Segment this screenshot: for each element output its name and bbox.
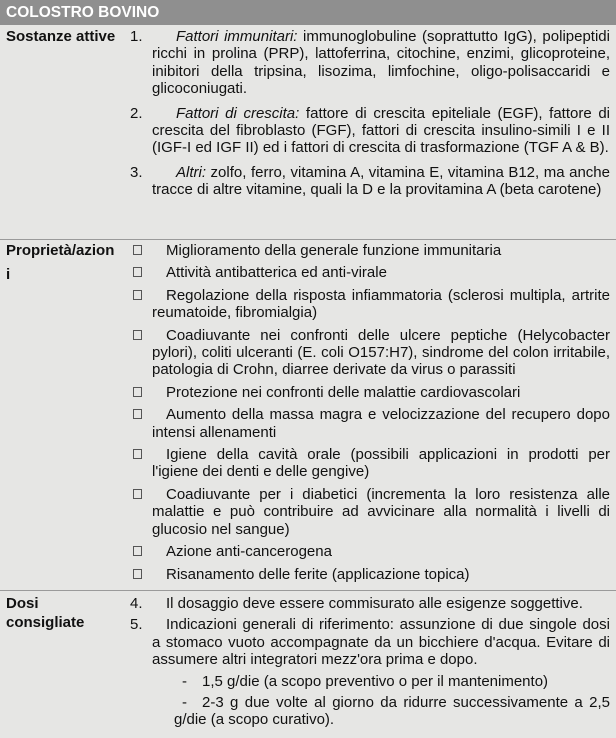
item-text: Attività antibatterica ed anti-virale xyxy=(166,264,387,282)
list-item xyxy=(130,446,610,481)
item-number: 1. xyxy=(130,28,143,45)
list-item xyxy=(130,566,610,583)
list-item xyxy=(130,595,610,612)
list-item xyxy=(130,28,610,98)
list-item xyxy=(130,543,610,560)
dash-bullet: - xyxy=(182,672,187,690)
list-item xyxy=(130,242,610,259)
checkbox-icon xyxy=(133,449,142,459)
item-lead: Altri: xyxy=(176,163,206,181)
checkbox-icon xyxy=(133,489,142,499)
list-item xyxy=(130,673,610,690)
active-substances-label: Sostanze attive xyxy=(6,28,116,45)
dosage-list xyxy=(130,595,610,733)
item-number: 3. xyxy=(130,163,143,181)
list-item xyxy=(130,616,610,668)
properties-label-line1: Proprietà/azion xyxy=(6,242,115,259)
item-text: immunoglobuline (soprattutto IgG), polipeptidi ricchi in prolina (PRP), lattoferrina, citochine, enzimi, glicoproteine, inibitori della tripsina, lisozima, limfochine, oligo-polisaccaridi e glicoconiugati. xyxy=(152,28,610,98)
list-item xyxy=(130,164,610,199)
list-item xyxy=(130,264,610,281)
list-item xyxy=(130,384,610,401)
dosage-section xyxy=(0,590,616,738)
list-item xyxy=(130,287,610,322)
list-item xyxy=(130,486,610,538)
dosage-label xyxy=(6,594,84,632)
properties-section xyxy=(0,239,616,590)
list-item xyxy=(130,406,610,441)
active-substances-section xyxy=(0,25,616,239)
item-text: Protezione nei confronti delle malattie cardiovascolari xyxy=(166,383,521,401)
item-text: fattore di crescita epiteliale (EGF), fattore di crescita del fibroblasto (FGF), fattori di crescita insulino-simili I e II (IGF-I ed IGF II) ed i fattori di crescita di trasformazione (TGF A & B). xyxy=(152,104,610,157)
checkbox-icon xyxy=(133,330,142,340)
item-text: zolfo, ferro, vitamina A, vitamina E, vitamina B12, ma anche tracce di altre vitamine, quali la D e la provitamina A (beta carotene) xyxy=(152,163,610,199)
item-number: 4. xyxy=(130,595,143,612)
item-lead: Fattori immunitari: xyxy=(176,28,298,45)
checkbox-icon xyxy=(133,409,142,419)
item-text: Regolazione della risposta infiammatoria (sclerosi multipla, artrite reumatoide, fibromialgia) xyxy=(152,286,610,322)
item-text: 2-3 g due volte al giorno da ridurre successivamente a 2,5 g/die (a scopo curativo). xyxy=(174,694,610,729)
properties-list xyxy=(130,242,610,588)
item-number: 2. xyxy=(130,104,143,122)
checkbox-icon xyxy=(133,245,142,255)
list-item xyxy=(130,327,610,379)
properties-label-line2: i xyxy=(6,266,11,283)
checkbox-icon xyxy=(133,387,142,397)
list-item xyxy=(130,105,610,157)
item-text: Risanamento delle ferite (applicazione topica) xyxy=(166,565,470,583)
checkbox-icon xyxy=(133,546,142,556)
dosage-label-line1: Dosi xyxy=(6,595,39,612)
active-substances-list xyxy=(130,28,610,206)
item-text: Il dosaggio deve essere commisurato alle esigenze soggettive. xyxy=(166,595,583,612)
item-lead: Fattori di crescita: xyxy=(176,104,300,122)
dosage-label-line2: consigliate xyxy=(6,614,85,631)
item-text: 1,5 g/die (a scopo preventivo o per il mantenimento) xyxy=(202,672,549,690)
checkbox-icon xyxy=(133,267,142,277)
checkbox-icon xyxy=(133,290,142,300)
table-title: COLOSTRO BOVINO xyxy=(0,0,616,25)
item-text: Aumento della massa magra e velocizzazione del recupero dopo intensi allenamenti xyxy=(152,406,610,441)
dash-bullet: - xyxy=(182,694,187,712)
item-text: Azione anti-cancerogena xyxy=(166,543,332,561)
item-text: Indicazioni generali di riferimento: assunzione di due singole dosi a stomaco vuoto accompagnate da un bicchiere d'acqua. Evitare di assumere altri integratori mezz'ora prima e dopo. xyxy=(152,616,610,669)
item-text: Coadiuvante nei confronti delle ulcere peptiche (Helycobacter pylori), coliti ulceranti (E. coli O157:H7), sindrome del colon irritabile, patologia di Crohn, diarree derivate da virus o parassiti xyxy=(152,326,610,379)
item-text: Coadiuvante per i diabetici (incrementa la loro resistenza alle malattie e può contribuire ad avvicinare alla normalità i livelli di glucosio nel sangue) xyxy=(152,485,610,538)
checkbox-icon xyxy=(133,569,142,579)
properties-label xyxy=(6,241,114,284)
item-text: Miglioramento della generale funzione immunitaria xyxy=(166,242,502,259)
item-text: Igiene della cavità orale (possibili applicazioni in prodotti per l'igiene dei denti e delle gengive) xyxy=(152,446,610,481)
item-number: 5. xyxy=(130,616,143,634)
list-item xyxy=(130,694,610,729)
